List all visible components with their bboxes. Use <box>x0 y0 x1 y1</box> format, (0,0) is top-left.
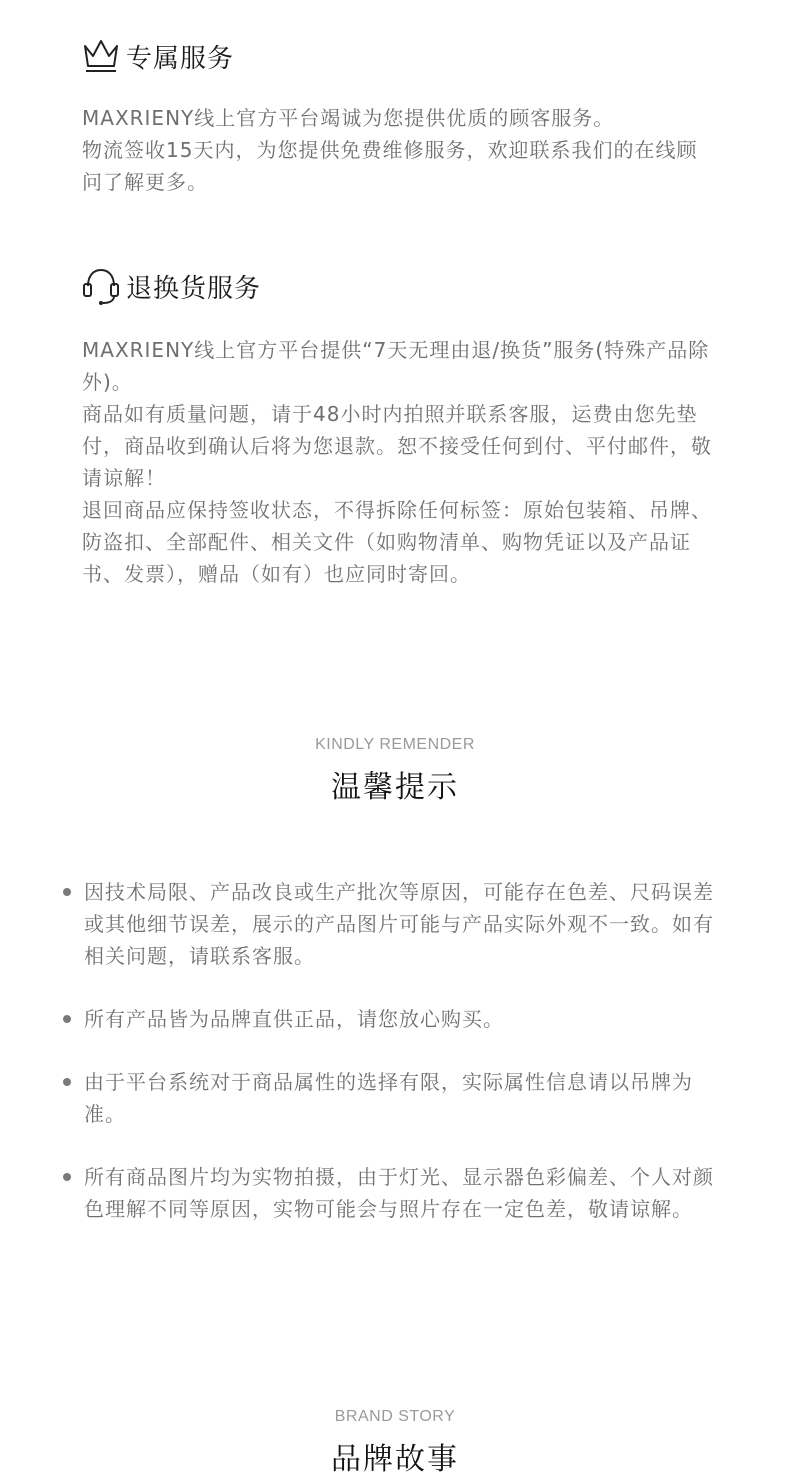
return-service-body <box>82 334 722 590</box>
bullet-dot-icon <box>63 888 71 896</box>
paragraph: 商品如有质量问题，请于48小时内拍照并联系客服，运费由您先垫付，商品收到确认后将为您退款。恕不接受任何到付、平付邮件，敬请谅解！ <box>82 402 712 490</box>
paragraph: MAXRIENY线上官方平台竭诚为您提供优质的顾客服务。 <box>82 106 615 130</box>
bullet-dot-icon <box>63 1173 71 1181</box>
tip-item <box>60 1003 720 1035</box>
tip-item <box>60 876 720 972</box>
brand-story-subtitle: BRAND STORY <box>334 1408 456 1425</box>
headset-icon <box>82 266 120 306</box>
tip-item <box>60 1066 720 1130</box>
brand-story-header <box>0 1408 790 1478</box>
paragraph: 退回商品应保持签收状态，不得拆除任何标签：原始包装箱、吊牌、防盗扣、全部配件、相关文件（如购物清单、购物凭证以及产品证书、发票），赠品（如有）也应同时寄回。 <box>82 498 712 586</box>
reminder-subtitle: KINDLY REMENDER <box>315 736 475 753</box>
tip-item <box>60 1161 720 1225</box>
paragraph: 物流签收15天内，为您提供免费维修服务，欢迎联系我们的在线顾问了解更多。 <box>82 138 698 194</box>
tip-text: 所有产品皆为品牌直供正品，请您放心购买。 <box>84 1007 504 1031</box>
return-service-section <box>82 266 722 590</box>
tip-text: 因技术局限、产品改良或生产批次等原因，可能存在色差、尺码误差或其他细节误差，展示的产品图片可能与产品实际外观不一致。如有相关问题，请联系客服。 <box>84 880 714 968</box>
return-service-header <box>82 266 722 306</box>
bullet-dot-icon <box>63 1015 71 1023</box>
reminder-header <box>0 736 790 806</box>
exclusive-service-header <box>82 36 722 76</box>
tip-text: 所有商品图片均为实物拍摄，由于灯光、显示器色彩偏差、个人对颜色理解不同等原因，实物可能会与照片存在一定色差，敬请谅解。 <box>84 1165 714 1221</box>
tips-list <box>60 876 720 1256</box>
brand-story-title: 品牌故事 <box>331 1442 459 1477</box>
paragraph: MAXRIENY线上官方平台提供“7天无理由退/换货”服务(特殊产品除外)。 <box>82 338 710 394</box>
exclusive-service-section <box>82 36 722 198</box>
reminder-title: 温馨提示 <box>331 770 459 805</box>
section-title: 专属服务 <box>126 43 235 74</box>
tip-text: 由于平台系统对于商品属性的选择有限，实际属性信息请以吊牌为准。 <box>84 1070 693 1126</box>
section-title: 退换货服务 <box>126 273 262 304</box>
crown-icon <box>82 36 120 76</box>
exclusive-service-body <box>82 102 722 198</box>
bullet-dot-icon <box>63 1078 71 1086</box>
